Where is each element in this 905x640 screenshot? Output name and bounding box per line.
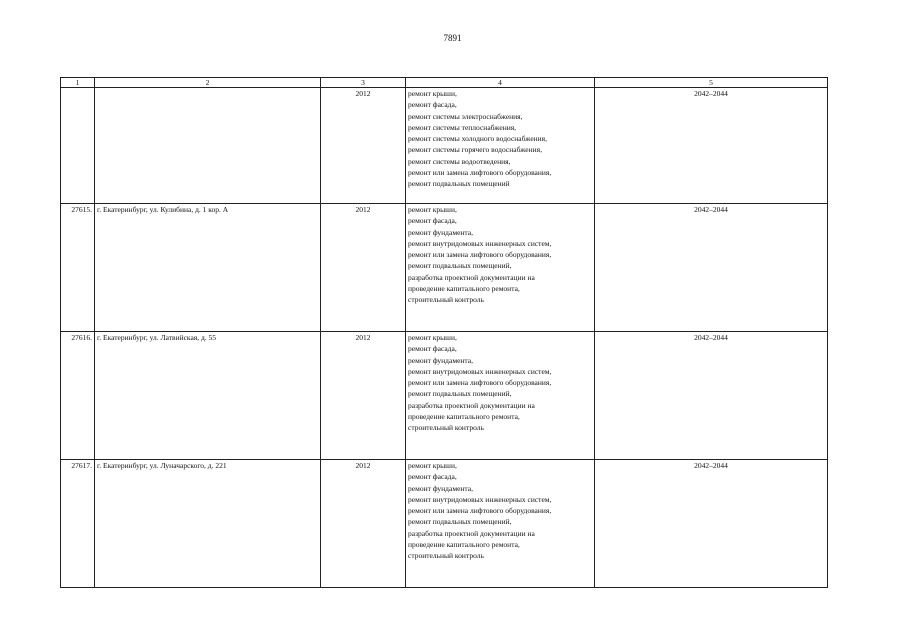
repair-work-item: строительный контроль	[408, 295, 484, 305]
repair-work-item: ремонт фундамента,	[408, 483, 473, 493]
building-address: г. Екатеринбург, ул. Кулибина, д. 1 кор. А	[95, 204, 321, 332]
repair-work-item: проведение капитального ремонта,	[408, 412, 520, 422]
table-row	[61, 204, 828, 332]
repair-work-item: ремонт подвальных помещений,	[408, 261, 512, 271]
survey-year: 2012	[321, 88, 406, 204]
building-address: г. Екатеринбург, ул. Луначарского, д. 221	[95, 460, 321, 588]
repair-work-item: ремонт или замена лифтового оборудования,	[408, 506, 552, 516]
column-header: 3	[321, 78, 406, 88]
repair-work-item: ремонт или замена лифтового оборудования,	[408, 168, 552, 178]
row-number: 27617.	[61, 460, 95, 588]
repair-work-item: ремонт подвальных помещений,	[408, 389, 512, 399]
table-header-row	[61, 78, 828, 88]
repair-work-item: ремонт системы водоотведения,	[408, 156, 511, 166]
repair-period: 2042–2044	[595, 460, 828, 588]
repair-work-item: ремонт фундамента,	[408, 227, 473, 237]
column-header: 4	[406, 78, 595, 88]
repair-work-item: проведение капитального ремонта,	[408, 540, 520, 550]
repair-work-item: ремонт внутридомовых инженерных систем,	[408, 366, 552, 376]
repair-work-item: ремонт фасада,	[408, 100, 457, 110]
repair-work-item: ремонт системы горячего водоснабжения,	[408, 145, 542, 155]
repair-work-item: строительный контроль	[408, 423, 484, 433]
repair-work-item: ремонт крыши,	[408, 205, 457, 214]
repair-work-item: ремонт подвальных помещений	[408, 179, 510, 189]
repair-work-item: ремонт внутридомовых инженерных систем,	[408, 238, 552, 248]
repair-work-item: ремонт системы холодного водоснабжения,	[408, 134, 548, 144]
row-number	[61, 88, 95, 204]
repair-work-item: ремонт системы теплоснабжения,	[408, 122, 517, 132]
repair-works-list	[406, 88, 595, 204]
table-row	[61, 460, 828, 588]
repair-work-item: ремонт подвальных помещений,	[408, 517, 512, 527]
repair-period: 2042–2044	[595, 332, 828, 460]
repair-work-item: ремонт крыши,	[408, 461, 457, 470]
column-header: 5	[595, 78, 828, 88]
repair-schedule-table	[60, 77, 828, 588]
survey-year: 2012	[321, 332, 406, 460]
building-address: г. Екатеринбург, ул. Латвийская, д. 55	[95, 332, 321, 460]
repair-period: 2042–2044	[595, 88, 828, 204]
repair-work-item: ремонт крыши,	[408, 89, 457, 98]
repair-work-item: ремонт фундамента,	[408, 355, 473, 365]
repair-work-item: разработка проектной документации на	[408, 272, 535, 282]
survey-year: 2012	[321, 460, 406, 588]
repair-work-item: проведение капитального ремонта,	[408, 284, 520, 294]
repair-work-item: ремонт или замена лифтового оборудования,	[408, 378, 552, 388]
table-row	[61, 88, 828, 204]
repair-works-list	[406, 204, 595, 332]
repair-work-item: ремонт фасада,	[408, 472, 457, 482]
row-number: 27616.	[61, 332, 95, 460]
survey-year: 2012	[321, 204, 406, 332]
repair-work-item: ремонт фасада,	[408, 216, 457, 226]
repair-work-item: ремонт или замена лифтового оборудования,	[408, 250, 552, 260]
repair-work-item: ремонт крыши,	[408, 333, 457, 342]
repair-period: 2042–2044	[595, 204, 828, 332]
repair-works-list	[406, 460, 595, 588]
repair-work-item: ремонт внутридомовых инженерных систем,	[408, 494, 552, 504]
table-row	[61, 332, 828, 460]
repair-works-list	[406, 332, 595, 460]
repair-work-item: разработка проектной документации на	[408, 528, 535, 538]
column-header: 2	[95, 78, 321, 88]
repair-work-item: строительный контроль	[408, 551, 484, 561]
building-address	[95, 88, 321, 204]
repair-work-item: разработка проектной документации на	[408, 400, 535, 410]
repair-work-item: ремонт фасада,	[408, 344, 457, 354]
column-header: 1	[61, 78, 95, 88]
page-number: 7891	[443, 33, 462, 43]
row-number: 27615.	[61, 204, 95, 332]
repair-work-item: ремонт системы электроснабжения,	[408, 111, 523, 121]
